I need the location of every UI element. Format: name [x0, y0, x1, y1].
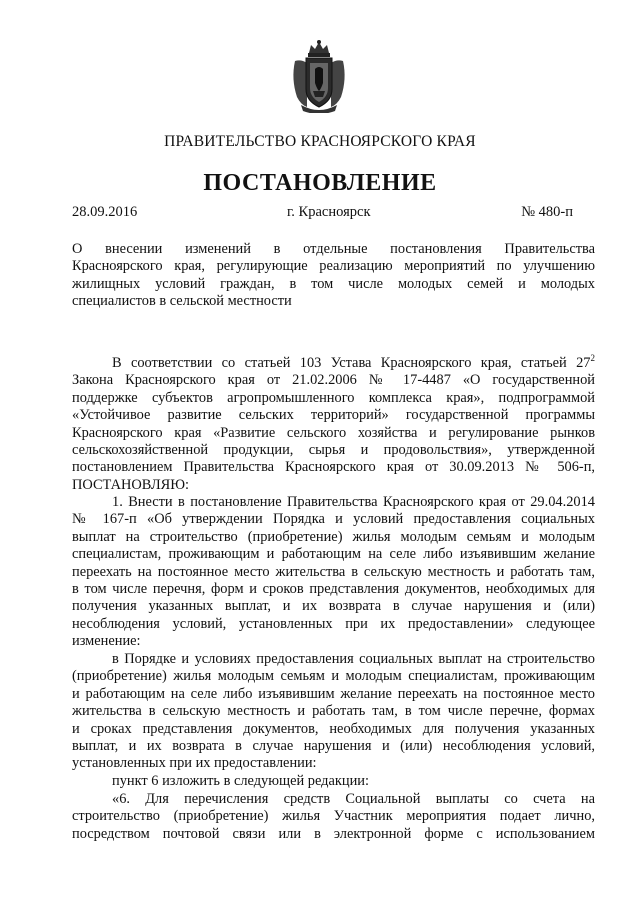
title-line: жилищных условий граждан, в том числе молодых семей и молодых [72, 275, 595, 292]
preamble-text: В соответствии со статьей 103 Устава Красноярского края, статьей 27 [112, 355, 591, 371]
item-1-line: в том числе перечня, форм и сроков представления документов, необходимых для [72, 580, 595, 597]
item-1-line: выплат на строительство (приобретение) жилья молодым семьям и молодым [72, 528, 595, 545]
point-6-line: «6. Для перечисления средств Социальной выплаты со счета на [112, 791, 595, 807]
document-city: г. Красноярск [287, 204, 371, 220]
order-line: выплат, и их возврата в случае нарушения и (или) несоблюдения условий, [72, 737, 595, 754]
item-1-line: изменение: [72, 633, 141, 650]
preamble-line: Красноярского края «Развитие сельского хозяйства и регулирование рынков [72, 424, 595, 441]
preamble-line: сельскохозяйственной продукции, сырья и продовольствия», утвержденной [72, 441, 595, 458]
point-6-line: строительство (приобретение) жилья Участник мероприятия подает лично, [72, 808, 595, 825]
item-1-line: несоблюдения условий, установленных при их предоставлении» следующее [72, 615, 595, 632]
document-type: ПОСТАНОВЛЕНИЕ [203, 170, 437, 196]
resolution-word: ПОСТАНОВЛЯЮ: [72, 476, 190, 493]
point-6-line: посредством почтовой связи или в электронной форме с использованием [72, 825, 595, 842]
preamble [72, 355, 595, 494]
preamble-line: Закона Красноярского края от 21.02.2006 № 17-4487 «О государственной [72, 372, 595, 389]
coat-of-arms-icon [289, 39, 349, 113]
item-1-line: № 167-п «Об утверждении Порядка и условий предоставления социальных [72, 511, 595, 528]
item-1 [72, 494, 595, 651]
document-date: 28.09.2016 [72, 204, 138, 220]
title-line: специалистов в сельской местности [72, 293, 292, 310]
government-name: ПРАВИТЕЛЬСТВО КРАСНОЯРСКОГО КРАЯ [164, 133, 476, 150]
item-1-line: переехать на постоянное место жительства в сельскую местность и работать там, [72, 563, 595, 580]
article-superscript: 2 [590, 353, 595, 364]
order-line: жительства в сельскую местность и работать там, в том числе перечне, формах [72, 703, 595, 720]
document-number: № 480-п [521, 204, 573, 220]
order-line: и работающим на селе либо изъявившим желание переехать на постоянное место [72, 685, 595, 702]
item-1-line: получения указанных выплат, и их возврата в случае нарушения и (или) [72, 598, 595, 615]
item-1-line: специалистам, проживающим и работающим на селе либо изъявившим желание [72, 546, 595, 563]
preamble-line: поддержке субъектов агропромышленного комплекса края», подпрограммой [72, 389, 595, 406]
preamble-line [72, 355, 595, 372]
item-1-line: 1. Внести в постановление Правительства Красноярского края от 29.04.2014 [112, 494, 595, 510]
title-line: Красноярского края, регулирующие реализацию мероприятий по улучшению [72, 258, 595, 275]
point-6-intro [72, 773, 595, 790]
order-line: (приобретение) жилья молодым семьям и молодым специалистам, проживающим [72, 668, 595, 685]
order-paragraph [72, 651, 595, 773]
order-line: установленных при их предоставлении: [72, 755, 317, 772]
title-line: О внесении изменений в отдельные постановления Правительства [72, 241, 595, 257]
point-6-intro-line: пункт 6 изложить в следующей редакции: [112, 773, 369, 789]
order-line: в Порядке и условиях предоставления социальных выплат на строительство [112, 651, 595, 667]
document-title [72, 241, 595, 311]
point-6 [72, 791, 595, 843]
preamble-line: постановлением Правительства Красноярского края от 30.09.2013 № 506-п, [72, 459, 595, 476]
order-line: и сроках представления документов, необходимых для получения указанных [72, 720, 595, 737]
preamble-line: «Устойчивое развитие сельских территорий» государственной программы [72, 407, 595, 424]
